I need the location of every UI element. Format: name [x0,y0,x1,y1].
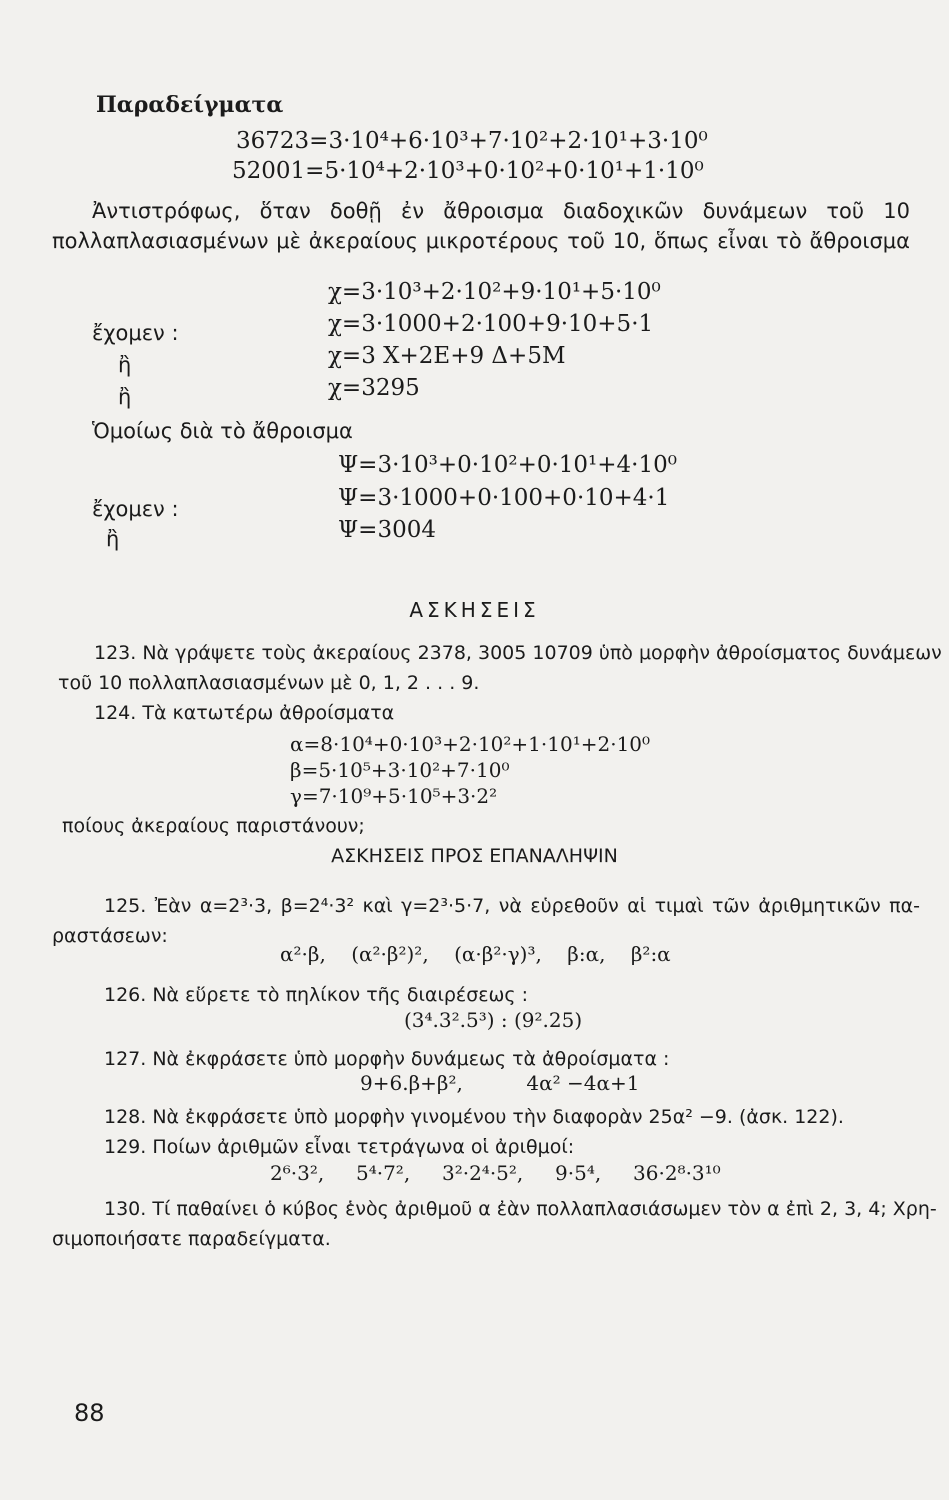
label-or-1: ἢ [118,353,132,377]
psi-equation-1: Ψ=3·10³+0·10²+0·10¹+4·10⁰ [338,452,677,478]
heading: Παραδείγματα [96,92,284,118]
exercise-123-line-1: 123. Νὰ γράψετε τοὺς ἀκεραίους 2378, 3005 10709 ὑπὸ μορφὴν ἀθροίσματος δυνάμεων [94,642,942,664]
chi-equation-1: χ=3·10³+2·10²+9·10¹+5·10⁰ [328,279,661,305]
exercise-124-question: ποίους ἀκεραίους παριστάνουν; [62,815,365,837]
exercise-128: 128. Νὰ ἐκφράσετε ὑπὸ μορφὴν γινομένου τὴν διαφορὰν 25α² −9. (ἀσκ. 122). [104,1106,844,1128]
label-exomen-1: ἔχομεν : [92,321,179,345]
page-number: 88 [74,1399,105,1427]
paragraph-2: Ὁμοίως διὰ τὸ ἄθροισμα [92,419,353,443]
paragraph-1-line-2: πολλαπλασιασμένων μὲ ἀκεραίους μικροτέρους τοῦ 10, ὅπως εἶναι τὸ ἄθροισμα [52,229,910,253]
exercise-129: 129. Ποίων ἀριθμῶν εἶναι τετράγωνα οἱ ἀριθμοί: [104,1136,575,1158]
exercise-126-expression: (3⁴.3².5³) : (9².25) [404,1008,583,1032]
exercise-130-line-1: 130. Τί παθαίνει ὁ κύβος ἑνὸς ἀριθμοῦ α ἐὰν πολλαπλασιάσωμεν τὸν α ἐπὶ 2, 3, 4; Χρη- [104,1198,937,1220]
chi-equation-2: χ=3·1000+2·100+9·10+5·1 [328,311,654,337]
psi-equation-2: Ψ=3·1000+0·100+0·10+4·1 [338,485,670,511]
chi-equation-3: χ=3 Χ+2Ε+9 Δ+5Μ [328,343,566,369]
chi-equation-4: χ=3295 [328,375,420,401]
exercise-127: 127. Νὰ ἐκφράσετε ὑπὸ μορφὴν δυνάμεως τὰ ἀθροίσματα : [104,1048,670,1070]
psi-equation-3: Ψ=3004 [338,517,436,543]
exercise-125-line-2: ραστάσεων: [52,925,168,947]
beta-equation: β=5·10⁵+3·10²+7·10⁰ [290,758,510,782]
paragraph-1-line-1: Ἀντιστρόφως, ὅταν δοθῇ ἐν ἄθροισμα διαδοχικῶν δυνάμεων τοῦ 10 [92,199,910,223]
alpha-equation: α=8·10⁴+0·10³+2·10²+1·10¹+2·10⁰ [290,732,651,756]
exercise-125-expressions: α²·β, (α²·β²)², (α·β²·γ)³, β:α, β²:α [280,942,671,966]
label-or-2: ἢ [118,385,132,409]
exercise-123-line-2: τοῦ 10 πολλαπλασιασμένων μὲ 0, 1, 2 . . . 9. [58,672,480,694]
label-or-3: ἢ [106,527,120,551]
gamma-equation: γ=7·10⁹+5·10⁵+3·2² [290,784,498,808]
section-title-review: ΑΣΚΗΣΕΙΣ ΠΡΟΣ ΕΠΑΝΑΛΗΨΙΝ [331,845,618,867]
example-1: 36723=3·10⁴+6·10³+7·10²+2·10¹+3·10⁰ [236,128,708,154]
section-title-exercises: ΑΣΚΗΣΕΙΣ [409,598,540,622]
exercise-124: 124. Τὰ κατωτέρω ἀθροίσματα [94,702,395,724]
example-2: 52001=5·10⁴+2·10³+0·10²+0·10¹+1·10⁰ [232,158,704,184]
exercise-127-expressions: 9+6.β+β², 4α² −4α+1 [360,1071,640,1095]
exercise-125-line-1: 125. Ἐὰν α=2³·3, β=2⁴·3² καὶ γ=2³·5·7, νὰ εὑρεθοῦν αἱ τιμαὶ τῶν ἀριθμητικῶν πα- [104,895,920,917]
exercise-130-line-2: σιμοποιήσατε παραδείγματα. [52,1228,331,1250]
label-exomen-2: ἔχομεν : [92,497,179,521]
exercise-126: 126. Νὰ εὕρετε τὸ πηλίκον τῆς διαιρέσεως : [104,984,529,1006]
exercise-129-expressions: 2⁶·3², 5⁴·7², 3²·2⁴·5², 9·5⁴, 36·2⁸·3¹⁰ [270,1161,721,1185]
